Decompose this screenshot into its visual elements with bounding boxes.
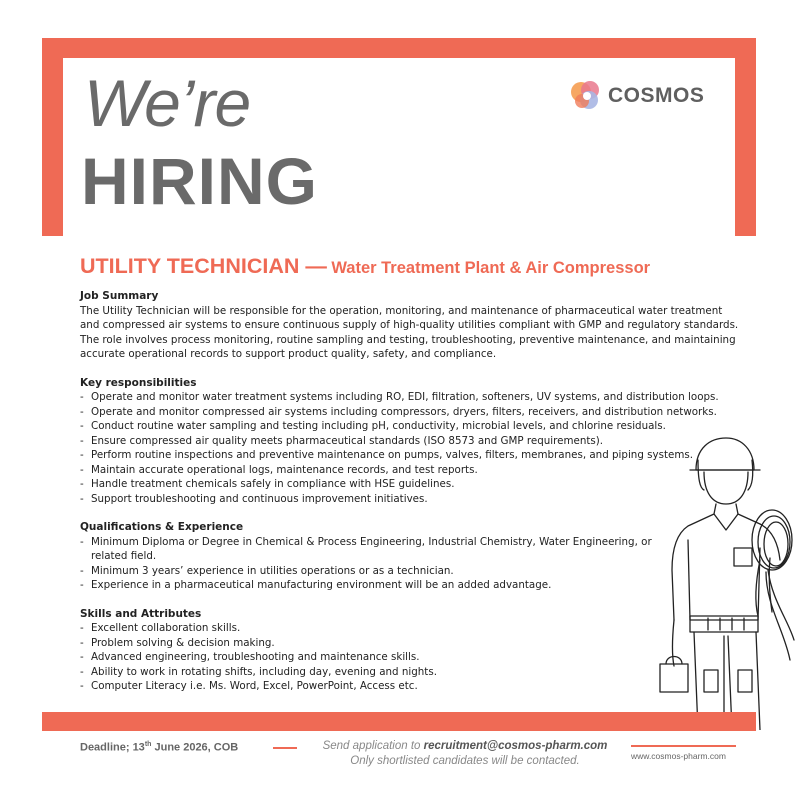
- cosmos-logo-icon: [568, 78, 604, 114]
- responsibilities-heading: Key responsibilities: [80, 376, 197, 389]
- list-item: - Operate and monitor compressed air systems including compressors, dryers, filters, receivers, and distribution networks.: [80, 405, 740, 420]
- list-item: - Minimum 3 years’ experience in utilities operations or as a technician.: [80, 564, 660, 579]
- deadline-suffix: June 2026, COB: [151, 741, 239, 754]
- job-title-subtitle: Water Treatment Plant & Air Compressor: [331, 259, 651, 277]
- responsibilities-list: [80, 390, 740, 506]
- list-item: - Perform routine inspections and preventive maintenance on pumps, valves, filters, membranes, and piping systems.: [80, 448, 740, 463]
- job-title: [80, 254, 650, 279]
- logo-text: COSMOS: [608, 84, 705, 107]
- footer-divider: [273, 747, 297, 749]
- deadline-text: [80, 741, 238, 754]
- job-content: [80, 289, 740, 694]
- summary-text: The Utility Technician will be responsible for the operation, monitoring, and maintenance of pharmaceutical water treatment and compressed air systems to ensure continuous supply of high-quality utilities compliant with GMP and regulatory standards. The role involves process monitoring, routine sampling and testing, troubleshooting, preventive maintenance, and maintaining accurate operational records to support product quality, safety, and compliance.: [80, 304, 739, 360]
- list-item: - Problem solving & decision making.: [80, 636, 740, 651]
- application-instructions: [300, 739, 630, 769]
- footer-divider: [631, 745, 736, 747]
- list-item: - Ability to work in rotating shifts, including day, evening and nights.: [80, 665, 740, 680]
- headline-were: We’re: [84, 66, 251, 140]
- deadline-sup: th: [144, 741, 152, 748]
- website-link[interactable]: www.cosmos-pharm.com: [631, 751, 726, 761]
- qualifications-heading: Qualifications & Experience: [80, 521, 244, 533]
- skills-list: [80, 621, 740, 694]
- list-item: - Support troubleshooting and continuous improvement initiatives.: [80, 492, 740, 507]
- apply-email[interactable]: recruitment@cosmos-pharm.com: [423, 740, 608, 752]
- headline-hiring: HIRING: [81, 144, 318, 218]
- bottom-band: [42, 712, 756, 731]
- list-item: - Excellent collaboration skills.: [80, 621, 740, 636]
- list-item: - Handle treatment chemicals safely in compliance with HSE guidelines.: [80, 477, 740, 492]
- list-item: - Ensure compressed air quality meets pharmaceutical standards (ISO 8573 and GMP requirements).: [80, 434, 740, 449]
- list-item: - Advanced engineering, troubleshooting and maintenance skills.: [80, 650, 740, 665]
- list-item: - Operate and monitor water treatment systems including RO, EDI, filtration, softeners, UV systems, and distribution loops.: [80, 390, 740, 405]
- deadline-prefix: Deadline; 13: [80, 741, 145, 754]
- list-item: - Experience in a pharmaceutical manufacturing environment will be an added advantage.: [80, 578, 660, 593]
- list-item: - Computer Literacy i.e. Ms. Word, Excel, PowerPoint, Access etc.: [80, 679, 740, 694]
- list-item: - Conduct routine water sampling and testing including pH, conductivity, microbial levels, and chlorine residuals.: [80, 419, 740, 434]
- apply-prefix: Send application to: [322, 740, 424, 752]
- apply-note: Only shortlisted candidates will be contacted.: [350, 755, 580, 767]
- technician-illustration: [648, 430, 800, 730]
- list-item: - Maintain accurate operational logs, maintenance records, and test reports.: [80, 463, 740, 478]
- summary-heading: Job Summary: [80, 290, 159, 302]
- company-logo: [568, 78, 704, 114]
- list-item: - Minimum Diploma or Degree in Chemical & Process Engineering, Industrial Chemistry, Water Engineering, or related field.: [80, 535, 660, 564]
- qualifications-list: [80, 535, 660, 593]
- skills-heading: Skills and Attributes: [80, 607, 202, 620]
- job-title-main: UTILITY TECHNICIAN —: [80, 254, 327, 278]
